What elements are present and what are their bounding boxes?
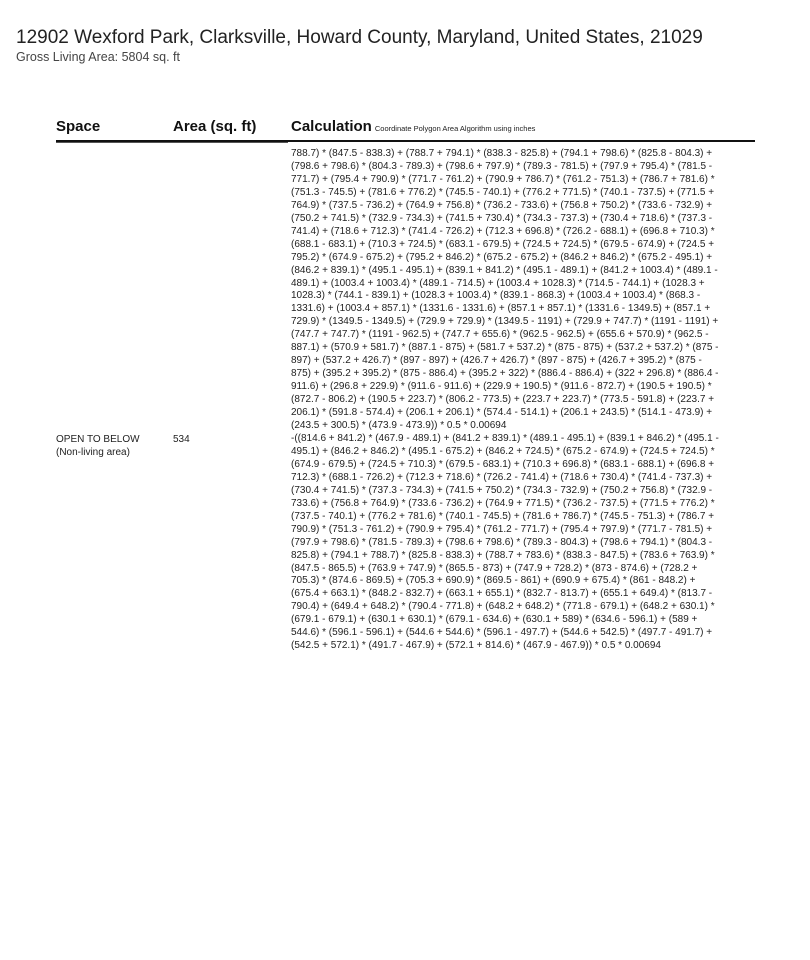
calculation-cell: -((814.6 + 841.2) * (467.9 - 489.1) + (841.2 + 839.1) * (489.1 - 495.1) + (839.1 + 846.2) * (495.1 - 495.1) + (846.2 + 846.2) * (495.1 - 675.2) + (846.2 + 724.5) * (675.2 - 674.9) + (724.5 + 724.5) * (674.9 - 679.5) + (724.5 + 710.3) * (679.5 - 683.1) + (710.3 + 696.8) * (683.1 - 688.1) + (696.8 + 712.3) * (688.1 - 726.2) + (712.3 + 718.6) * (726.2 - 741.4) + (718.6 + 730.4) * (741.4 - 737.3) + (730.4 + 741.5) * (737.3 - 734.3) + (741.5 + 750.2) * (734.3 - 732.9) + (750.2 + 756.8) * (732.9 - 733.6) + (756.8 + 764.9) * (733.6 - 736.2) + (764.9 + 771.5) * (736.2 - 737.5) + (771.5 + 776.2) * (737.5 - 740.1) + (776.2 + 781.6) * (740.1 - 745.5) + (781.6 + 786.7) * (745.5 - 751.3) + (786.7 + 790.9) * (751.3 - 761.2) + (790.9 + 795.4) * (761.2 - 771.7) + (795.4 + 797.9) * (771.7 - 781.5) + (797.9 + 798.6) * (781.5 - 789.3) + (798.6 + 798.6) * (789.3 - 804.3) + (798.6 + 794.1) * (804.3 - 825.8) + (794.1 + 788.7) * (825.8 - 838.3) + (788.7 + 783.6) * (838.3 - 847.5) + (783.6 + 763.9) * (847.5 - 865.5) + (763.9 + 747.9) * (865.5 - 873) + (747.9 + 728.2) * (873 - 874.6) + (728.2 + 705.3) * (874.6 - 869.5) + (705.3 + 690.9) * (869.5 - 861) + (690.9 + 675.4) * (861 - 848.2) + (675.4 + 663.1) * (848.2 - 832.7) + (663.1 + 655.1) * (832.7 - 813.7) + (655.1 + 649.4) * (813.7 - 790.4) + (649.4 + 648.2) * (790.4 - 771.8) + (648.2 + 648.2) * (771.8 - 679.1) + (648.2 + 630.1) * (679.1 - 679.1) + (630.1 + 630.1) * (679.1 - 634.6) + (630.1 + 589) * (634.6 - 596.1) + (589 + 544.6) * (596.1 - 596.1) + (544.6 + 544.6) * (596.1 - 497.7) + (544.6 + 542.5) * (497.7 - 491.7) + (542.5 + 572.1) * (491.7 - 467.9) + (572.1 + 814.6) * (467.9 - 467.9)) * 0.5 * 0.00694 [291,433,719,652]
calculation-cell: 788.7) * (847.5 - 838.3) + (788.7 + 794.1) * (838.3 - 825.8) + (794.1 + 798.6) * (825.8 - 804.3) + (798.6 + 798.6) * (804.3 - 789.3) + (798.6 + 797.9) * (789.3 - 781.5) + (797.9 + 795.4) * (781.5 - 771.7) + (795.4 + 790.9) * (771.7 - 761.2) + (790.9 + 786.7) * (761.2 - 751.3) + (786.7 + 781.6) * (751.3 - 745.5) + (781.6 + 776.2) * (745.5 - 740.1) + (776.2 + 771.5) * (740.1 - 737.5) + (771.5 + 764.9) * (737.5 - 736.2) + (764.9 + 756.8) * (736.2 - 733.6) + (756.8 + 750.2) * (733.6 - 732.9) + (750.2 + 741.5) * (732.9 - 734.3) + (741.5 + 730.4) * (734.3 - 737.3) + (730.4 + 718.6) * (737.3 - 741.4) + (718.6 + 712.3) * (741.4 - 726.2) + (712.3 + 696.8) * (726.2 - 688.1) + (696.8 + 710.3) * (688.1 - 683.1) + (710.3 + 724.5) * (683.1 - 679.5) + (724.5 + 724.5) * (679.5 - 674.9) + (724.5 + 795.2) * (674.9 - 675.2) + (795.2 + 846.2) * (675.2 - 675.2) + (846.2 + 846.2) * (675.2 - 495.1) + (846.2 + 839.1) * (495.1 - 495.1) + (839.1 + 841.2) * (495.1 - 489.1) + (841.2 + 1003.4) * (489.1 - 489.1) + (1003.4 + 1003.4) * (489.1 - 714.5) + (1003.4 + 1028.3) * (714.5 - 744.1) + (1028.3 + 1028.3) * (744.1 - 839.1) + (1028.3 + 1003.4) * (839.1 - 868.3) + (1003.4 + 1003.4) * (868.3 - 1331.6) + (1003.4 + 857.1) * (1331.6 - 1331.6) + (857.1 + 857.1) * (1331.6 - 1349.5) + (857.1 + 729.9) * (1349.5 - 1349.5) + (729.9 + 729.9) * (1349.5 - 1191) + (729.9 + 747.7) * (1191 - 1191) + (747.7 + 747.7) * (1191 - 962.5) + (747.7 + 655.6) * (962.5 - 962.5) + (655.6 + 570.9) * (962.5 - 887.1) + (570.9 + 581.7) * (887.1 - 875) + (581.7 + 537.2) * (875 - 875) + (537.2 + 537.2) * (875 - 897) + (537.2 + 426.7) * (897 - 897) + (426.7 + 426.7) * (897 - 875) + (426.7 + 395.2) * (875 - 875) + (395.2 + 395.2) * (875 - 886.4) + (395.2 + 322) * (886.4 - 886.4) + (322 + 296.8) * (886.4 - 911.6) + (296.8 + 229.9) * (911.6 - 911.6) + (229.9 + 190.5) * (911.6 - 872.7) + (190.5 + 190.5) * (872.7 - 806.2) + (190.5 + 223.7) * (806.2 - 773.5) + (223.7 + 223.7) * (773.5 - 591.8) + (223.7 + 206.1) * (591.8 - 574.4) + (206.1 + 206.1) * (574.4 - 514.1) + (206.1 + 243.5) * (514.1 - 473.9) + (243.5 + 300.5) * (473.9 - 473.9)) * 0.5 * 0.00694 [291,148,719,432]
row-divider [56,142,288,143]
page-title: 12902 Wexford Park, Clarksville, Howard County, Maryland, United States, 21029 [16,27,703,48]
space-name: OPEN TO BELOW [56,434,140,445]
column-header-calculation-label: Calculation [291,118,372,135]
calculation-method-note: Coordinate Polygon Area Algorithm using inches [374,124,536,133]
column-header-area: Area (sq. ft) [173,118,257,135]
gross-living-area: Gross Living Area: 5804 sq. ft [16,50,180,64]
column-header-space: Space [56,118,101,135]
space-cell [56,433,168,459]
space-note: (Non-living area) [56,447,130,458]
area-cell: 534 [173,434,190,445]
table-header [56,118,755,142]
column-header-calculation [291,118,535,135]
